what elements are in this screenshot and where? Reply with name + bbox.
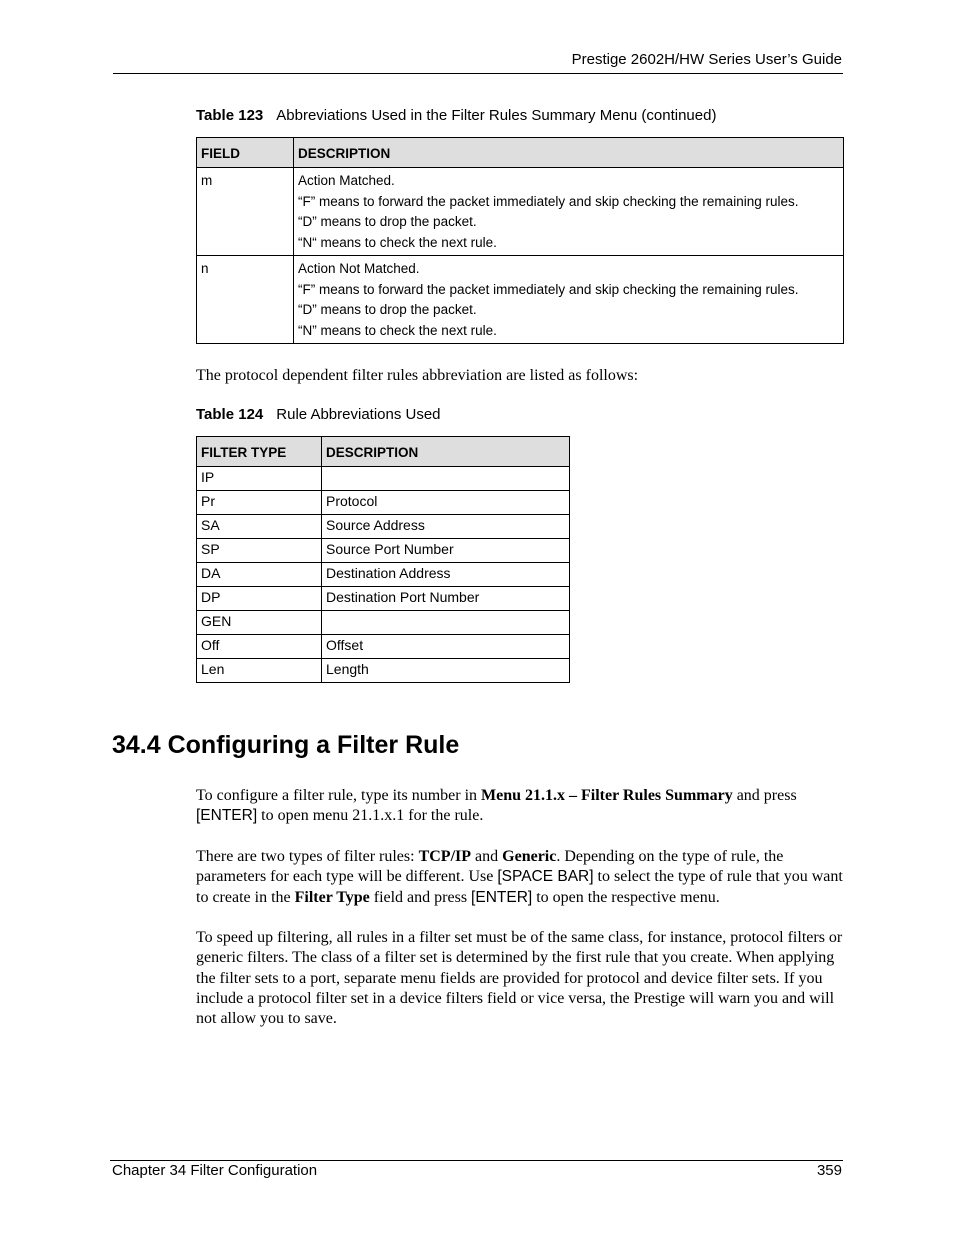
header-divider: [113, 73, 843, 74]
paragraph-rule-types: [196, 847, 844, 908]
paragraph-filter-classes: To speed up filtering, all rules in a filter set must be of the same class, for instance, protocol filters or generic filters. The class of a filter set is determined by the first rule that you create. When applying the filter sets to a port, separate menu fields are provided for protocol and device filter sets. If you include a protocol filter set in a device filters field or vice versa, the Prestige will warn you and will not allow you to save.: [196, 929, 843, 1028]
table-row: [197, 539, 570, 563]
filter-type-cell: Off: [197, 635, 322, 659]
table-row: [197, 467, 570, 491]
menu-name: Menu 21.1.x – Filter Rules Summary: [481, 787, 733, 804]
description-line: Action Matched.: [298, 173, 395, 188]
text-run: to open menu 21.1.x.1 for the rule.: [257, 807, 484, 825]
rule-type-name: Generic: [502, 848, 557, 865]
key-name: [ENTER]: [471, 888, 533, 906]
table-123-caption: [196, 107, 716, 124]
description-cell: Source Address: [322, 515, 570, 539]
key-name: [ENTER]: [196, 807, 258, 825]
text-run: and press: [732, 787, 797, 804]
description-cell: [294, 168, 844, 256]
description-line: “F” means to forward the packet immediately and skip checking the remaining rules.: [298, 193, 799, 209]
table-row: [197, 587, 570, 611]
filter-type-cell: Len: [197, 659, 322, 683]
key-name: [SPACE BAR]: [497, 868, 594, 886]
text-run: field and press: [369, 888, 472, 906]
footer-divider: [110, 1160, 843, 1161]
filter-type-cell: DA: [197, 563, 322, 587]
description-cell: Length: [322, 659, 570, 683]
filter-type-cell: GEN: [197, 611, 322, 635]
table-row: [197, 659, 570, 683]
table-row: [197, 611, 570, 635]
table-header-row: [197, 138, 844, 168]
description-cell: [294, 256, 844, 344]
description-cell: Destination Port Number: [322, 587, 570, 611]
description-line: Action Not Matched.: [298, 261, 420, 276]
footer-chapter: Chapter 34 Filter Configuration: [112, 1162, 318, 1179]
column-header-filter-type: FILTER TYPE: [197, 437, 322, 467]
table-row: [197, 168, 844, 256]
section-heading: 34.4 Configuring a Filter Rule: [112, 731, 460, 759]
field-cell: n: [197, 256, 294, 344]
description-cell: Destination Address: [322, 563, 570, 587]
description-line: “N” means to check the next rule.: [298, 322, 497, 338]
table-row: [197, 515, 570, 539]
filter-type-cell: IP: [197, 467, 322, 491]
description-line: “N“ means to check the next rule.: [298, 234, 497, 250]
column-header-description: DESCRIPTION: [294, 138, 844, 168]
table-123-title: Abbreviations Used in the Filter Rules Summary Menu (continued): [276, 107, 717, 124]
intro-paragraph: The protocol dependent filter rules abbreviation are listed as follows:: [196, 367, 639, 384]
filter-type-cell: SP: [197, 539, 322, 563]
table-124-caption: [196, 406, 441, 423]
table-row: [197, 635, 570, 659]
description-cell: Offset: [322, 635, 570, 659]
table-124: [196, 436, 570, 683]
description-cell: Protocol: [322, 491, 570, 515]
rule-type-name: TCP/IP: [418, 848, 472, 865]
table-row: [197, 491, 570, 515]
description-cell: [322, 467, 570, 491]
text-run: to select the type of rule that you want to create in the: [196, 868, 843, 906]
field-cell: m: [197, 168, 294, 256]
text-run: and: [471, 848, 503, 865]
column-header-description: DESCRIPTION: [322, 437, 570, 467]
table-123: [196, 137, 844, 344]
filter-type-cell: Pr: [197, 491, 322, 515]
table-123-label: Table 123: [196, 107, 264, 124]
text-run: To configure a filter rule, type its number in: [196, 787, 482, 804]
table-124-label: Table 124: [196, 406, 264, 423]
table-header-row: [197, 437, 570, 467]
field-name: Filter Type: [294, 888, 370, 906]
paragraph-configure: [196, 786, 844, 827]
running-header: Prestige 2602H/HW Series User’s Guide: [571, 51, 842, 68]
description-line: “D” means to drop the packet.: [298, 302, 477, 317]
description-line: “F” means to forward the packet immediately and skip checking the remaining rules.: [298, 281, 799, 297]
text-run: . Depending on the type of rule, the parameters for each type will be different. Use: [196, 848, 784, 886]
text-run: to open the respective menu.: [532, 888, 720, 906]
filter-type-cell: SA: [197, 515, 322, 539]
description-cell: Source Port Number: [322, 539, 570, 563]
table-row: [197, 563, 570, 587]
column-header-field: FIELD: [197, 138, 294, 168]
table-row: [197, 256, 844, 344]
table-124-title: Rule Abbreviations Used: [276, 406, 441, 423]
page-number: 359: [816, 1162, 842, 1179]
filter-type-cell: DP: [197, 587, 322, 611]
description-line: “D” means to drop the packet.: [298, 214, 477, 229]
text-run: There are two types of filter rules:: [196, 848, 419, 865]
description-cell: [322, 611, 570, 635]
